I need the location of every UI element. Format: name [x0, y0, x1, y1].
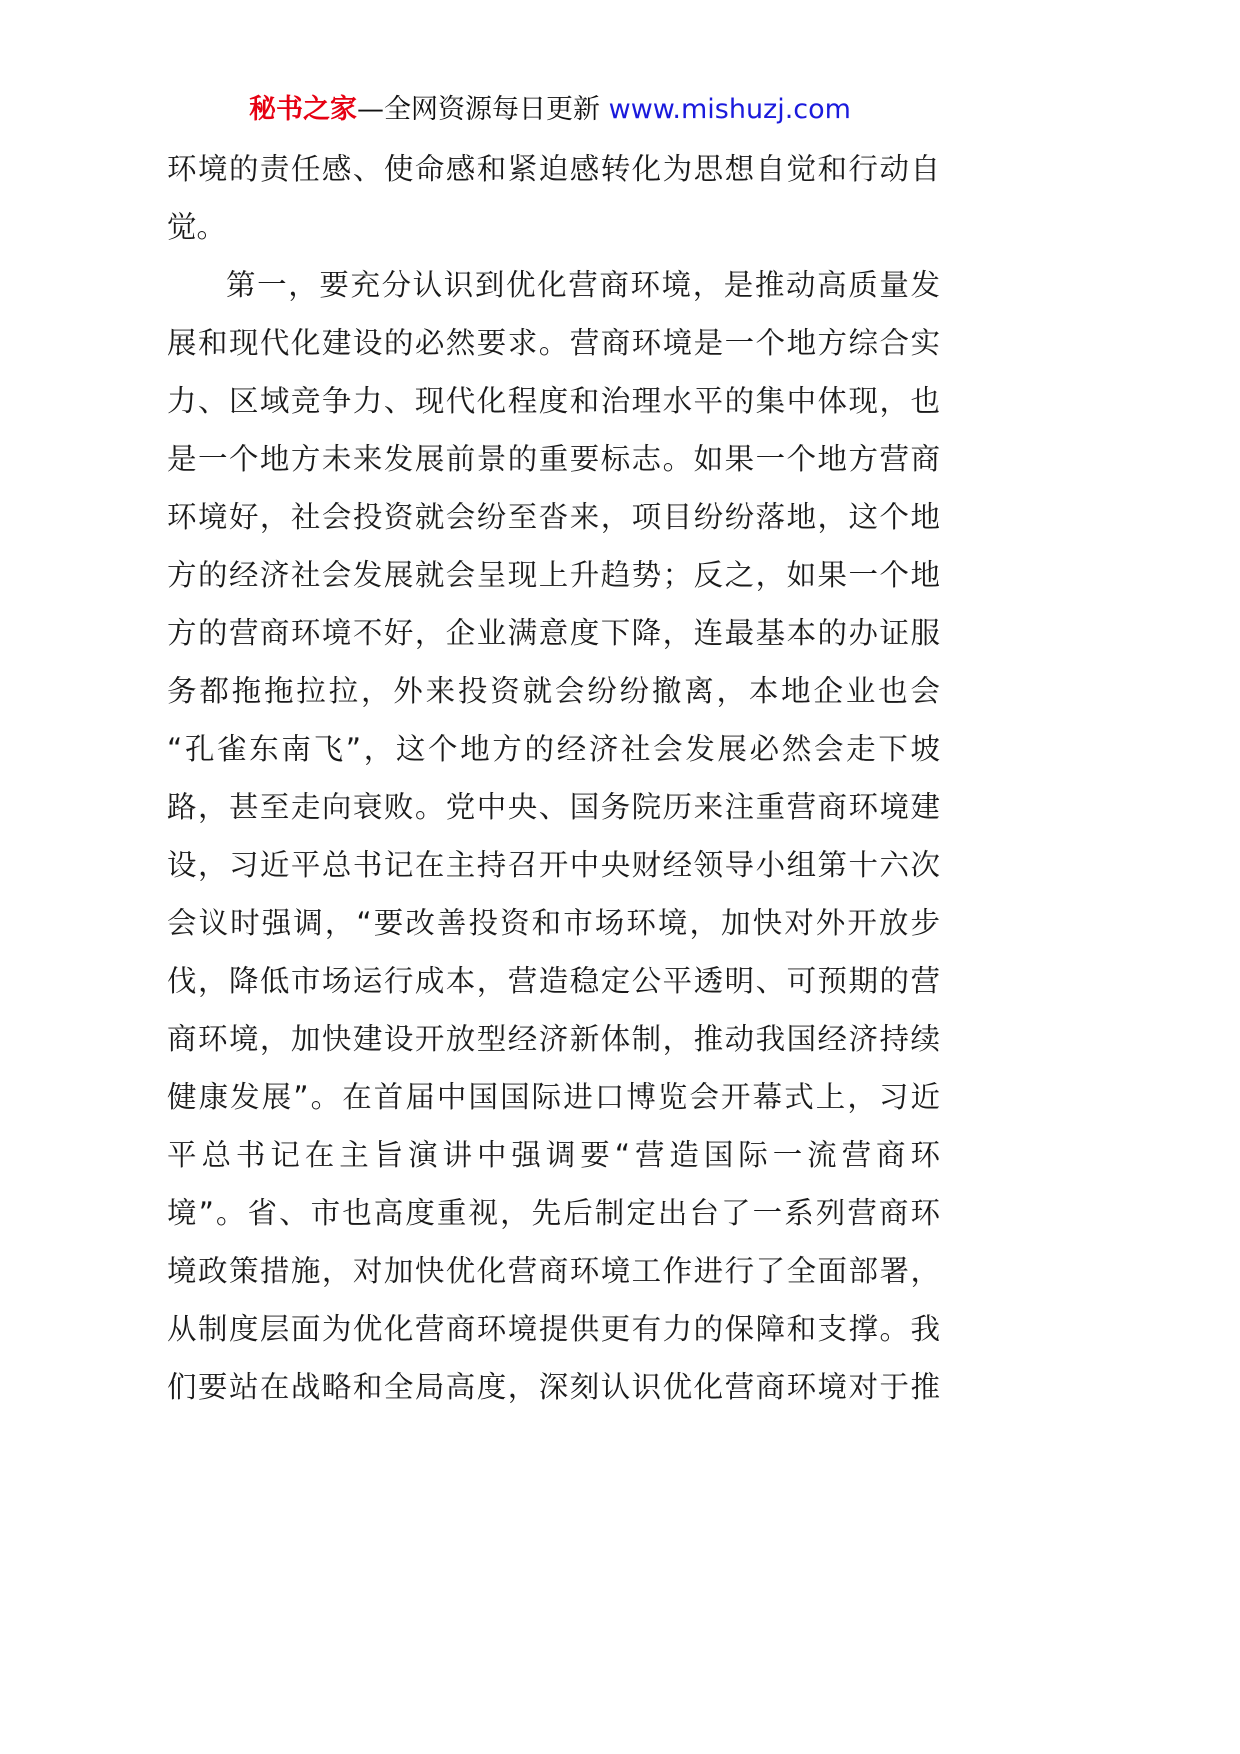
text-line: 会议时强调，“要改善投资和市场环境，加快对外开放步 [167, 906, 940, 940]
site-url[interactable]: www.mishuzj.com [608, 94, 851, 125]
document-body [167, 140, 940, 1416]
text-line: 设，习近平总书记在主持召开中央财经领导小组第十六次 [167, 848, 940, 882]
paragraph-first-line: 第一，要充分认识到优化营商环境，是推动高质量发 [226, 268, 940, 302]
text-line: 商环境，加快建设开放型经济新体制，推动我国经济持续 [167, 1022, 940, 1056]
page-header [0, 90, 1100, 130]
text-line: 是一个地方未来发展前景的重要标志。如果一个地方营商 [167, 442, 940, 476]
text-line: 展和现代化建设的必然要求。营商环境是一个地方综合实 [167, 326, 940, 360]
text-line: 境政策措施，对加快优化营商环境工作进行了全面部署， [167, 1254, 940, 1288]
text-line: 方的营商环境不好，企业满意度下降，连最基本的办证服 [167, 616, 940, 650]
text-line: 方的经济社会发展就会呈现上升趋势；反之，如果一个地 [167, 558, 940, 592]
text-line: 境”。省、市也高度重视，先后制定出台了一系列营商环 [167, 1196, 940, 1230]
header-tagline: —全网资源每日更新 [357, 94, 601, 125]
text-line: 从制度层面为优化营商环境提供更有力的保障和支撑。我 [167, 1312, 940, 1346]
text-line: 环境的责任感、使命感和紧迫感转化为思想自觉和行动自 [167, 152, 940, 186]
text-line: 务都拖拖拉拉，外来投资就会纷纷撤离，本地企业也会 [167, 674, 940, 708]
text-line: 路，甚至走向衰败。党中央、国务院历来注重营商环境建 [167, 790, 940, 824]
brand-name: 秘书之家 [249, 94, 358, 125]
text-line: 环境好，社会投资就会纷至沓来，项目纷纷落地，这个地 [167, 500, 940, 534]
text-line: 力、区域竞争力、现代化程度和治理水平的集中体现，也 [167, 384, 940, 418]
text-line: 健康发展”。在首届中国国际进口博览会开幕式上，习近 [167, 1080, 940, 1114]
text-line: 伐，降低市场运行成本，营造稳定公平透明、可预期的营 [167, 964, 940, 998]
text-line: 觉。 [167, 210, 227, 244]
text-line: “孔雀东南飞”，这个地方的经济社会发展必然会走下坡 [167, 732, 940, 766]
text-line: 平总书记在主旨演讲中强调要“营造国际一流营商环 [167, 1138, 940, 1172]
text-line: 们要站在战略和全局高度，深刻认识优化营商环境对于推 [167, 1370, 940, 1404]
